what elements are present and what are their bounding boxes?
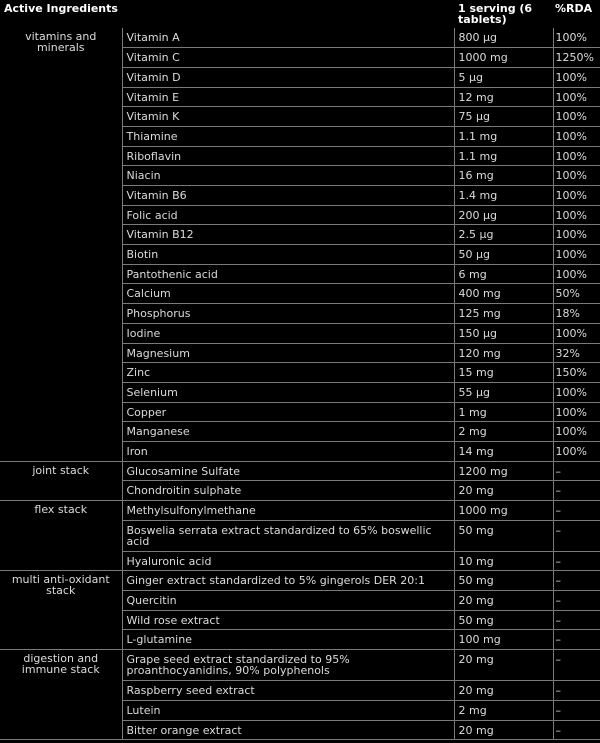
serving-amount: 20 mg	[454, 481, 553, 501]
table-header	[0, 0, 600, 28]
ingredient-name: Boswelia serrata extract standardized to 65% boswellic acid	[122, 520, 454, 551]
rda-value: 100%	[553, 146, 600, 166]
ingredient-name: Lutein	[122, 700, 454, 720]
header-active-ingredients: Active Ingredients	[4, 2, 118, 15]
serving-amount: 6 mg	[454, 264, 553, 284]
ingredient-name: Vitamin C	[122, 48, 454, 68]
ingredient-name: Manganese	[122, 422, 454, 442]
serving-amount: 20 mg	[454, 591, 553, 611]
ingredient-name: Vitamin D	[122, 67, 454, 87]
group-label: joint stack	[0, 461, 122, 500]
serving-amount: 1200 mg	[454, 461, 553, 481]
serving-amount: 50 mg	[454, 571, 553, 591]
ingredient-name: Magnesium	[122, 343, 454, 363]
ingredient-name: Hyaluronic acid	[122, 551, 454, 571]
rda-value: 100%	[553, 422, 600, 442]
serving-amount: 50 mg	[454, 520, 553, 551]
serving-amount: 20 mg	[454, 681, 553, 701]
serving-amount: 12 mg	[454, 87, 553, 107]
serving-amount: 200 µg	[454, 205, 553, 225]
table-row	[0, 461, 600, 481]
rda-value: –	[553, 681, 600, 701]
serving-amount: 120 mg	[454, 343, 553, 363]
ingredient-name: Vitamin B12	[122, 225, 454, 245]
rda-value: –	[553, 650, 600, 681]
ingredient-name: Quercitin	[122, 591, 454, 611]
rda-value: 100%	[553, 402, 600, 422]
rda-value: 100%	[553, 126, 600, 146]
ingredient-name: Selenium	[122, 382, 454, 402]
table-row	[0, 650, 600, 681]
rda-value: 50%	[553, 284, 600, 304]
group-label: flex stack	[0, 501, 122, 571]
serving-amount: 400 mg	[454, 284, 553, 304]
ingredient-name: Iron	[122, 441, 454, 461]
ingredient-name: Methylsulfonylmethane	[122, 501, 454, 521]
ingredient-name: Wild rose extract	[122, 610, 454, 630]
rda-value: 100%	[553, 28, 600, 48]
rda-value: 18%	[553, 304, 600, 324]
serving-amount: 1.4 mg	[454, 186, 553, 206]
serving-amount: 50 µg	[454, 245, 553, 265]
header-serving: 1 serving (6 tablets)	[458, 2, 533, 26]
serving-amount: 16 mg	[454, 166, 553, 186]
ingredient-name: Iodine	[122, 323, 454, 343]
rda-value: 100%	[553, 441, 600, 461]
header-rda: %RDA	[555, 2, 593, 15]
rda-value: –	[553, 610, 600, 630]
rda-value: –	[553, 551, 600, 571]
rda-value: 100%	[553, 205, 600, 225]
serving-amount: 50 mg	[454, 610, 553, 630]
serving-amount: 14 mg	[454, 441, 553, 461]
ingredient-name: Calcium	[122, 284, 454, 304]
ingredient-name: Grape seed extract standardized to 95% proanthocyanidins, 90% polyphenols	[122, 650, 454, 681]
ingredient-name: Vitamin K	[122, 107, 454, 127]
ingredient-name: L-glutamine	[122, 630, 454, 650]
rda-value: 100%	[553, 87, 600, 107]
ingredient-name: Biotin	[122, 245, 454, 265]
serving-amount: 100 mg	[454, 630, 553, 650]
serving-amount: 1.1 mg	[454, 126, 553, 146]
serving-amount: 20 mg	[454, 650, 553, 681]
rda-value: 100%	[553, 225, 600, 245]
ingredient-name: Glucosamine Sulfate	[122, 461, 454, 481]
rda-value: 100%	[553, 67, 600, 87]
serving-amount: 800 µg	[454, 28, 553, 48]
table-row	[0, 28, 600, 48]
rda-value: 1250%	[553, 48, 600, 68]
group-label: multi anti-oxidant stack	[0, 571, 122, 650]
table-row	[0, 501, 600, 521]
ingredient-name: Chondroitin sulphate	[122, 481, 454, 501]
serving-amount: 1.1 mg	[454, 146, 553, 166]
serving-amount: 1000 mg	[454, 501, 553, 521]
rda-value: –	[553, 461, 600, 481]
rda-value: –	[553, 481, 600, 501]
serving-amount: 15 mg	[454, 363, 553, 383]
rda-value: 100%	[553, 382, 600, 402]
ingredient-name: Ginger extract standardized to 5% gingerols DER 20:1	[122, 571, 454, 591]
ingredient-name: Vitamin E	[122, 87, 454, 107]
rda-value: 100%	[553, 186, 600, 206]
ingredient-name: Niacin	[122, 166, 454, 186]
serving-amount: 1 mg	[454, 402, 553, 422]
rda-value: –	[553, 720, 600, 740]
serving-amount: 2 mg	[454, 700, 553, 720]
ingredient-name: Thiamine	[122, 126, 454, 146]
serving-amount: 2 mg	[454, 422, 553, 442]
table-body	[0, 28, 600, 740]
rda-value: 100%	[553, 323, 600, 343]
ingredient-name: Pantothenic acid	[122, 264, 454, 284]
rda-value: 100%	[553, 166, 600, 186]
rda-value: –	[553, 501, 600, 521]
ingredient-name: Bitter orange extract	[122, 720, 454, 740]
serving-amount: 20 mg	[454, 720, 553, 740]
ingredient-name: Vitamin B6	[122, 186, 454, 206]
ingredient-name: Riboflavin	[122, 146, 454, 166]
rda-value: 100%	[553, 245, 600, 265]
rda-value: 150%	[553, 363, 600, 383]
rda-value: –	[553, 591, 600, 611]
ingredient-name: Folic acid	[122, 205, 454, 225]
serving-amount: 5 µg	[454, 67, 553, 87]
rda-value: –	[553, 700, 600, 720]
serving-amount: 55 µg	[454, 382, 553, 402]
table-row	[0, 571, 600, 591]
serving-amount: 150 µg	[454, 323, 553, 343]
rda-value: 100%	[553, 264, 600, 284]
serving-amount: 75 µg	[454, 107, 553, 127]
ingredient-name: Zinc	[122, 363, 454, 383]
group-label: vitamins and minerals	[0, 28, 122, 461]
ingredient-name: Vitamin A	[122, 28, 454, 48]
rda-value: –	[553, 630, 600, 650]
group-label: digestion and immune stack	[0, 650, 122, 740]
rda-value: –	[553, 571, 600, 591]
rda-value: 100%	[553, 107, 600, 127]
ingredient-name: Raspberry seed extract	[122, 681, 454, 701]
ingredient-name: Phosphorus	[122, 304, 454, 324]
serving-amount: 2.5 µg	[454, 225, 553, 245]
serving-amount: 125 mg	[454, 304, 553, 324]
rda-value: 32%	[553, 343, 600, 363]
serving-amount: 10 mg	[454, 551, 553, 571]
rda-value: –	[553, 520, 600, 551]
ingredient-name: Copper	[122, 402, 454, 422]
serving-amount: 1000 mg	[454, 48, 553, 68]
